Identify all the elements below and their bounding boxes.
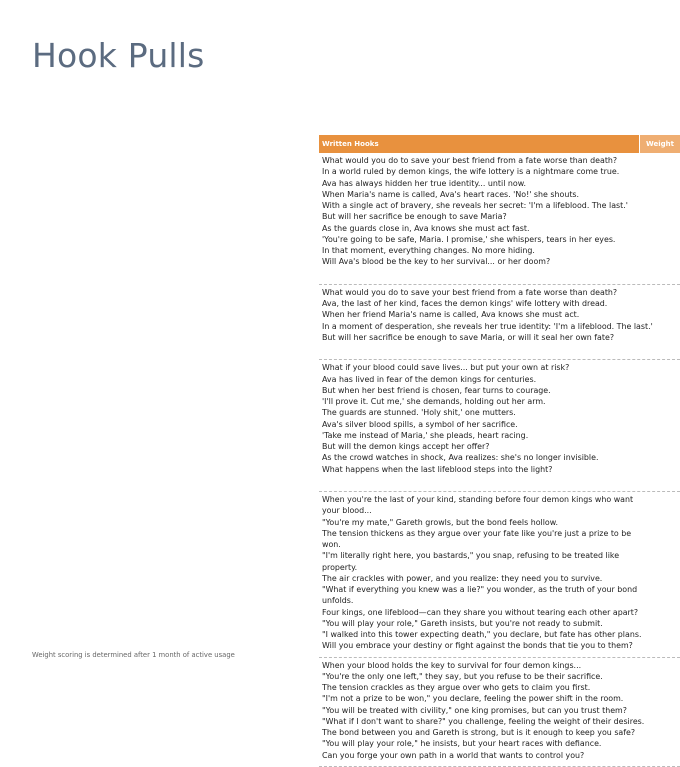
hook-line: In a world ruled by demon kings, the wife lottery is a nightmare come true. — [322, 167, 620, 177]
hook-line: What would you do to save your best friend from a fate worse than death? — [322, 156, 618, 165]
table-row — [319, 153, 680, 285]
hook-line: When you're the last of your kind, standing before four demon kings who want your blood... — [322, 495, 634, 516]
hook-line: "You will be treated with civility," one king promises, but can you trust them? — [322, 705, 627, 715]
row-spacer — [322, 475, 680, 486]
hook-line: The guards are stunned. 'Holy shit,' one mutters. — [322, 408, 516, 418]
hook-line: The air crackles with power, and you realize: they need you to survive. — [322, 573, 603, 583]
hook-line: Ava has lived in fear of the demon kings for centuries. — [322, 374, 537, 384]
hook-line: But will her sacrifice be enough to save Maria? — [322, 212, 507, 222]
hook-line: Four kings, one lifeblood—can they share you without tearing each other apart? — [322, 607, 639, 617]
hook-line: But will her sacrifice be enough to save Maria, or will it seal her own fate? — [322, 332, 615, 342]
row-spacer — [322, 343, 680, 354]
hook-line: "I walked into this tower expecting death," you declare, but fate has other plans. — [322, 630, 642, 639]
hook-line: Ava, the last of her kind, faces the demon kings' wife lottery with dread. — [322, 299, 608, 308]
hook-line: As the guards close in, Ava knows she must act fast. — [322, 223, 530, 233]
hook-line: Will Ava's blood be the key to her survival... or her doom? — [322, 257, 551, 267]
hook-line: What if your blood could save lives... but put your own at risk? — [322, 363, 570, 373]
table-row — [319, 360, 680, 492]
hook-line: "I'm literally right here, you bastards," you snap, refusing to be treated like property. — [322, 551, 620, 572]
hook-line: With a single act of bravery, she reveals her secret: 'I'm a lifeblood. The last.' — [322, 201, 628, 210]
hook-line: "You will play your role," he insists, but your heart races with defiance. — [322, 739, 602, 749]
hook-line: In that moment, everything changes. No more hiding. — [322, 246, 535, 255]
hook-line: Will you embrace your destiny or fight against the bonds that tie you to them? — [322, 641, 633, 651]
hook-line: 'You're going to be safe, Maria. I promise,' she whispers, tears in her eyes. — [322, 234, 616, 244]
hook-line: Can you forge your own path in a world that wants to control you? — [322, 750, 585, 760]
hook-line: "You're my mate," Gareth growls, but the bond feels hollow. — [322, 517, 558, 527]
hook-line: As the crowd watches in shock, Ava realizes: she's no longer invisible. — [322, 453, 599, 463]
hook-line: "I'm not a prize to be won," you declare, feeling the power shift in the room. — [322, 694, 624, 704]
hook-line: "You're the only one left," they say, but you refuse to be their sacrifice. — [322, 671, 603, 681]
hook-line: When Maria's name is called, Ava's heart races. 'No!' she shouts. — [322, 189, 580, 199]
hook-line: When her friend Maria's name is called, Ava knows she must act. — [322, 310, 580, 320]
table-header — [319, 135, 680, 153]
hook-line: Ava's silver blood spills, a symbol of her sacrifice. — [322, 419, 518, 429]
hook-line: The tension thickens as they argue over your fate like you're just a prize to be won. — [322, 528, 632, 549]
hook-line: In a moment of desperation, she reveals her true identity: 'I'm a lifeblood. The last.' — [322, 321, 653, 331]
page-title: Hook Pulls — [32, 36, 205, 75]
hook-line: But will the demon kings accept her offer? — [322, 442, 490, 451]
column-header-written-hooks[interactable]: Written Hooks — [319, 135, 639, 153]
table-body — [319, 153, 680, 767]
table-row — [319, 285, 680, 361]
hook-line: "What if I don't want to share?" you challenge, feeling the weight of their desires. — [322, 716, 645, 726]
hook-line: "What if everything you knew was a lie?" you wonder, as the truth of your bond unfolds. — [322, 585, 638, 606]
table-row — [319, 658, 680, 767]
hook-line: The bond between you and Gareth is strong, but is it enough to keep you safe? — [322, 728, 636, 737]
hook-line: What would you do to save your best friend from a fate worse than death? — [322, 287, 618, 297]
table-row — [319, 492, 680, 658]
hook-line: The tension crackles as they argue over who gets to claim you first. — [322, 683, 591, 692]
hook-line: "You will play your role," Gareth insists, but you're not ready to submit. — [322, 618, 603, 628]
hook-line: What happens when the last lifeblood steps into the light? — [322, 464, 553, 474]
hook-line: 'Take me instead of Maria,' she pleads, heart racing. — [322, 430, 529, 440]
hook-line: Ava has always hidden her true identity... until now. — [322, 178, 526, 188]
column-header-weight[interactable]: Weight — [640, 135, 680, 153]
hook-line: When your blood holds the key to survival for four demon kings... — [322, 660, 582, 670]
hook-line: But when her best friend is chosen, fear turns to courage. — [322, 385, 551, 395]
hooks-table — [319, 135, 680, 767]
row-spacer — [322, 268, 680, 279]
hook-line: 'I'll prove it. Cut me,' she demands, holding out her arm. — [322, 397, 546, 406]
weight-scoring-note: Weight scoring is determined after 1 month of active usage — [32, 651, 235, 659]
